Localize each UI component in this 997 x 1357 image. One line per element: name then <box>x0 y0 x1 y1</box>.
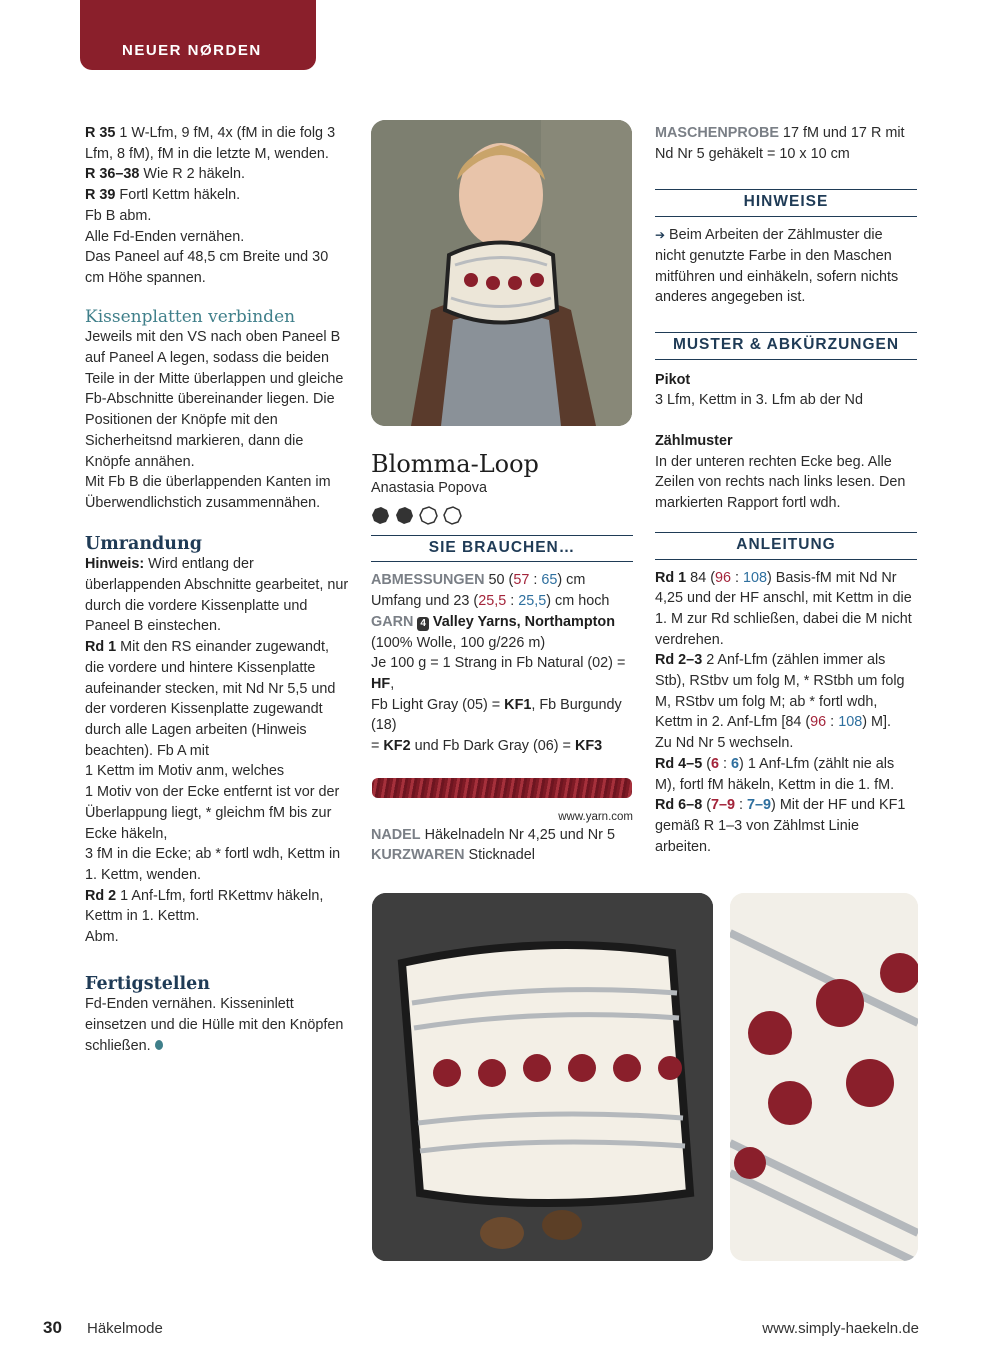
project-author: Anastasia Popova <box>371 480 488 496</box>
line-panel: Das Paneel auf 48,5 cm Breite und 30 cm Höhe spannen. <box>85 249 329 286</box>
instr-round-2-3: Rd 2–3 2 Anf-Lfm (zählen immer als Stb), RStbv um folg M, * RStbh um folg M, RStbv um folg M; ab * fortl wdh, Kettm in 2. Anf-Lfm [84 (96 : 108) M]. <box>655 652 905 731</box>
cowl-photo <box>372 893 713 1261</box>
yarn-url: www.yarn.com <box>558 810 633 823</box>
difficulty-rating <box>371 505 633 525</box>
join-paragraph-1: Jeweils mit den VS nach oben Paneel B auf Paneel A legen, sodass die beiden Teile in der Mitte überlappen und gleiche Fb-Abschnitte übereinander liegen. Die Positionen der Knöpfe mit den Sicherheitsnd markieren, dann die Knöpfe annähen. <box>85 329 344 470</box>
instr-needle-change: Zu Nd Nr 5 wechseln. <box>655 735 794 752</box>
section-label: NEUER NØRDEN <box>122 42 262 59</box>
line-fb-abm: Fb B abm. <box>85 207 152 224</box>
yarn-color-2: Fb Light Gray (05) = KF1, Fb Burgundy (18) <box>371 696 622 734</box>
yarn-color-1: Je 100 g = 1 Strang in Fb Natural (02) = HF, <box>371 655 626 692</box>
join-title: Kissenplatten verbinden <box>85 306 296 327</box>
detail-illustration <box>730 893 918 1261</box>
round-1: Rd 1 Mit den RS einander zugewandt, die vordere und hintere Kissenplatte aufeinander stecken, mit Nd Nr 5,5 und der vorderen Kissenplatte zugewandt durch alle Lagen arbeiten (Hinweis beachten). Fb A mit <box>85 639 336 759</box>
model-photo <box>371 120 632 426</box>
round-1-line-2: 1 Kettm im Motiv anm, welches <box>85 763 285 780</box>
project-title: Blomma-Loop <box>371 450 539 478</box>
abm-line: Abm. <box>85 929 119 946</box>
finish-title: Fertigstellen <box>85 973 211 994</box>
column-right <box>655 123 917 857</box>
gauge: MASCHENPROBE 17 fM und 17 R mit Nd Nr 5 gehäkelt = 10 x 10 cm <box>655 125 905 162</box>
chart-label: Zählmuster <box>655 433 733 450</box>
notes-heading: HINWEISE <box>655 189 917 217</box>
line-ends: Alle Fd-Enden vernähen. <box>85 228 245 245</box>
website-url: www.simply-haekeln.de <box>762 1320 919 1337</box>
model-illustration <box>371 120 632 426</box>
detail-photo <box>730 893 918 1261</box>
yarn-weight-icon: 4 <box>417 617 429 631</box>
column-left <box>85 123 350 1057</box>
row-39: R 39 Fortl Kettm häkeln. <box>85 187 241 204</box>
difficulty-icons <box>371 505 471 525</box>
yarn-swatch-strip <box>372 778 632 798</box>
instructions-heading: ANLEITUNG <box>655 532 917 560</box>
hint-paragraph: Hinweis: Wird entlang der überlappenden Abschnitte gearbeitet, nur durch die vordere Kissenplatte und Paneel B einstechen. <box>85 556 349 635</box>
join-paragraph-2: Mit Fb B die überlappenden Kanten im Überwendlichstich zusammennähen. <box>85 474 331 511</box>
yarn-info: GARN 4 Valley Yarns, Northampton <box>371 613 616 630</box>
magazine-name: Häkelmode <box>87 1320 163 1337</box>
materials-heading: SIE BRAUCHEN… <box>371 535 633 563</box>
picot-label: Pikot <box>655 371 691 388</box>
yarn-composition: (100% Wolle, 100 g/226 m) <box>371 634 546 651</box>
page-number: 30 <box>43 1318 62 1337</box>
notes-text: ➔ Beim Arbeiten der Zählmuster die nicht genutzte Farbe in den Maschen mitführen und einhäkeln, sofern nichts anderes angegeben ist. <box>655 227 899 306</box>
column-middle <box>371 450 633 866</box>
row-35: R 35 1 W-Lfm, 9 fM, 4x (fM in die folg 3 Lfm, 8 fM), fM in die letzte M, wenden. <box>85 125 336 162</box>
cowl-illustration <box>372 893 713 1261</box>
instr-round-1: Rd 1 84 (96 : 108) Basis-fM mit Nd Nr 4,25 und der HF anschl, mit Kettm in die 1. M zur Rd schließen, dabei die M nicht verdrehen. <box>655 569 912 648</box>
needle-info: NADEL Häkelnadeln Nr 4,25 und Nr 5 <box>371 826 615 843</box>
chart-text: In der unteren rechten Ecke beg. Alle Zeilen von rechts nach links lesen. Den markierten Rapport fortl wdh. <box>655 453 906 512</box>
round-1-line-4: 3 fM in die Ecke; ab * fortl wdh, Kettm in 1. Kettm, wenden. <box>85 846 341 883</box>
pattern-heading: MUSTER & ABKÜRZUNGEN <box>655 332 917 360</box>
end-mark-icon <box>155 1040 163 1050</box>
instr-round-4-5: Rd 4–5 (6 : 6) 1 Anf-Lfm (zählt nie als M), fortl fM häkeln, Kettm in die 1. fM. <box>655 755 895 793</box>
dimensions: ABMESSUNGEN 50 (57 : 65) cm Umfang und 23 (25,5 : 25,5) cm hoch <box>371 572 610 610</box>
finish-paragraph: Fd-Enden vernähen. Kisseninlett einsetzen und die Hülle mit den Knöpfen schließen. <box>85 996 344 1054</box>
arrow-icon: ➔ <box>655 228 666 243</box>
round-2: Rd 2 1 Anf-Lfm, fortl RKettmv häkeln, Kettm in 1. Kettm. <box>85 887 324 925</box>
section-header-tab <box>80 0 316 70</box>
instr-round-6-8: Rd 6–8 (7–9 : 7–9) Mit der HF und KF1 gemäß R 1–3 von Zählmst Linie arbeiten. <box>655 797 906 855</box>
round-1-line-3: 1 Motiv von der Ecke entfernt ist vor der Überlappung liegt, * gleichm fM bis zur Ecke häkeln, <box>85 784 340 842</box>
row-36-38: R 36–38 Wie R 2 häkeln. <box>85 166 245 183</box>
picot-text: 3 Lfm, Kettm in 3. Lfm ab der Nd <box>655 392 863 409</box>
notions-info: KURZWAREN Sticknadel <box>371 847 535 864</box>
yarn-color-3: = KF2 und Fb Dark Gray (06) = KF3 <box>371 738 603 755</box>
border-title: Umrandung <box>85 533 202 554</box>
